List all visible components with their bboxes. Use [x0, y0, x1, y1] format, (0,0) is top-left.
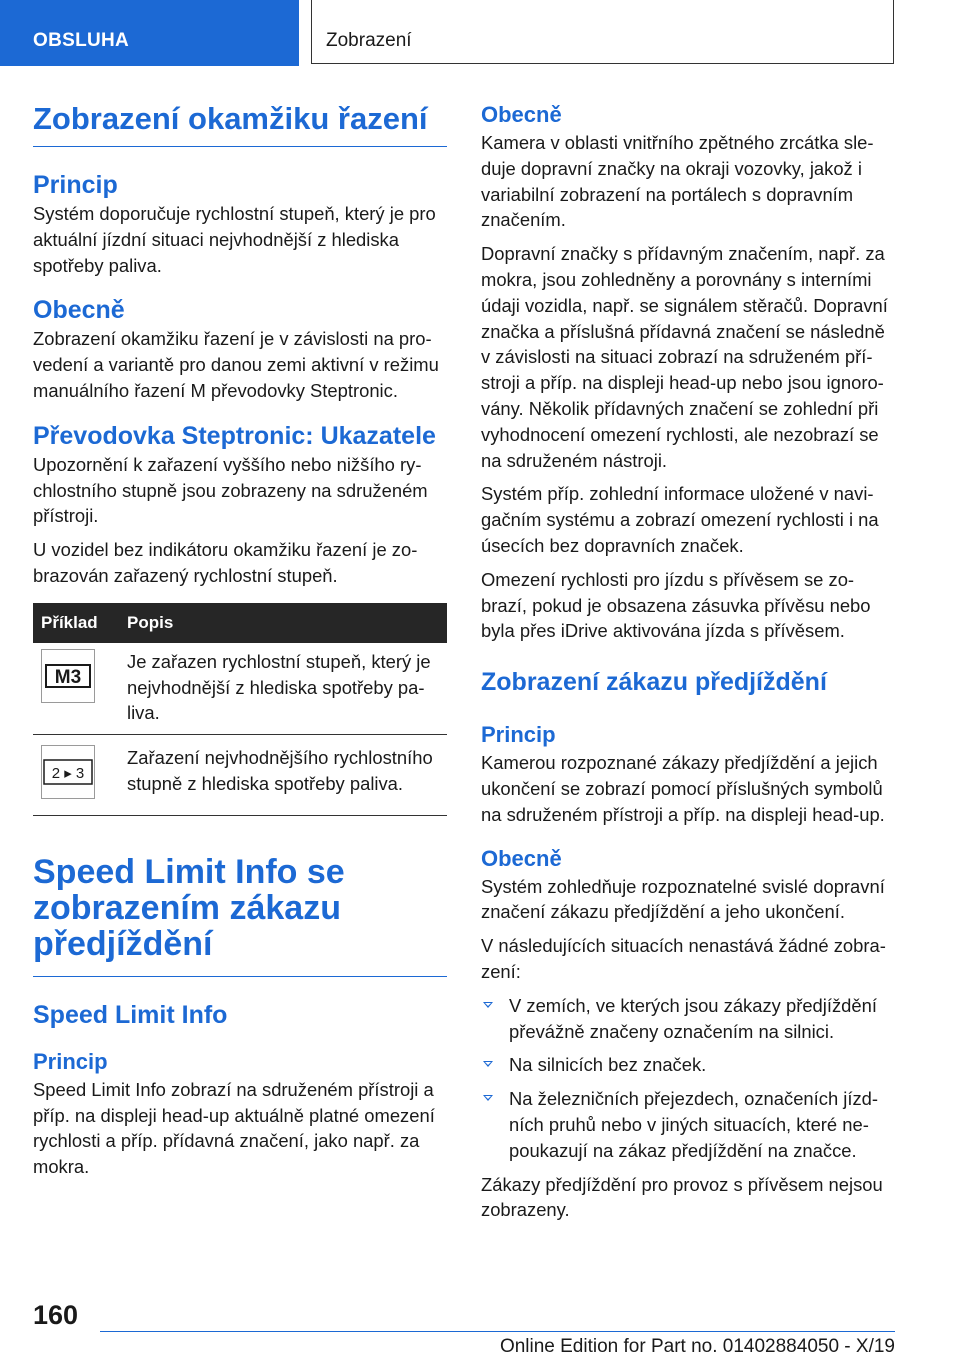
- table-header-description: Popis: [127, 603, 447, 643]
- zakaz-princip-text: Kamerou rozpoznané zákazy předjíždění a jejich ukončení se zobrazí pomocí příslušných symbolů na sdruženém přístroji a příp. na displeji head-up.: [481, 752, 885, 825]
- list-item: Na silnicích bez značek.: [481, 1052, 896, 1078]
- zakaz-obecne-heading: Obecně: [481, 845, 562, 871]
- table-row: [33, 643, 447, 735]
- speed-limit-subtitle: Speed Limit Info: [33, 1000, 228, 1029]
- edition-note: Online Edition for Part no. 01402884050 - X/19: [499, 1336, 895, 1357]
- footer-divider: [100, 1331, 895, 1332]
- list-item: Na železničních přejezdech, označeních jízd-ních pruhů nebo v jiných situacích, které ne-poukazují na zákaz předjíždění na značce.: [481, 1086, 896, 1163]
- princip-text: Systém doporučuje rychlostní stupeň, který je pro aktuální jízdní situaci nejvhodnější z hlediska spotřeby paliva.: [33, 203, 436, 276]
- triangle-bullet-icon: [483, 1061, 493, 1067]
- zakaz-princip-heading: Princip: [481, 722, 556, 748]
- obecne-text: Zobrazení okamžiku řazení je v závislosti na pro-vedení a variantě pro danou zemi aktivní v režimu manuálního řazení M převodovky Steptronic.: [33, 328, 439, 401]
- obecne-paragraph-4: Omezení rychlosti pro jízdu s přívěsem se zo-brazí, pokud je obsazena zásuvka přívěsu nebo byla přes iDrive aktivována jízda s přívěsem.: [481, 568, 871, 642]
- triangle-bullet-icon: [483, 1002, 493, 1008]
- steptronic-text-1: Upozornění k zařazení vyššího nebo nižšího ry-chlostního stupně jsou zobrazeny na sdruženém přístroji.: [33, 453, 428, 527]
- list-item: V zemích, ve kterých jsou zákazy předjíždění převážně značeny označením na silnici.: [481, 993, 896, 1045]
- zakaz-obecne-paragraph-2: V následujících situacích nenastává žádné zobra-zení:: [481, 935, 886, 982]
- gear-m3-label: M3: [54, 666, 82, 688]
- table-cell-text: Je zařazen rychlostní stupeň, který je nejvhodnější z hlediska spotřeby pa-liva.: [127, 650, 431, 724]
- zakaz-obecne-paragraph-1: Systém zohledňuje rozpoznatelné svislé dopravní značení zákazu předjíždění a jeho ukončení.: [481, 875, 885, 923]
- obecne-paragraph-2: Dopravní značky s přídavným značením, např. za mokra, jsou zohledněny a porovnány s interními údaji vozidla, např. se signálem stěračů. Dopravní značka a příslušná přídavná značení se následně v závislosti na situaci zobrazí na sdruženém pří-stroji a příp. na displeji head-up nebo jsou ignoro-vány. Několik přídavných značení se zohlední při vyhodnocení omezení rychlosti, ale nezobrazí se na sdruženém nástroji.: [481, 243, 888, 471]
- steptronic-text-2: U vozidel bez indikátoru okamžiku řazení je zo-brazován zařazený rychlostní stupeň.: [33, 539, 418, 586]
- obecne-paragraph-3: Systém příp. zohlední informace uložené v navi-gačním systému a zobrazí omezení rychlosti i na úsecích bez dopravních značek.: [481, 483, 879, 556]
- section-tab: [0, 0, 299, 66]
- section-label: OBSLUHA: [33, 30, 130, 51]
- obecne-heading-right: Obecně: [481, 102, 562, 127]
- speed-princip-heading: Princip: [33, 1048, 108, 1074]
- gear-m3-icon: [41, 649, 95, 703]
- page-number: 160: [33, 1300, 79, 1330]
- princip-heading: Princip: [33, 171, 118, 199]
- zakaz-obecne-paragraph-3: Zákazy předjíždění pro provoz s přívěsem nejsou zobrazeny.: [481, 1173, 883, 1221]
- table-cell-text: Zařazení nejvhodnějšího rychlostního stupně z hlediska spotřeby paliva.: [127, 747, 433, 794]
- speed-limit-title: Speed Limit Info se zobrazením zákazu předjíždění: [33, 854, 447, 977]
- speed-princip-text: Speed Limit Info zobrazí na sdruženém přístroji a příp. na displeji head-up aktuálně platné omezení rychlosti a příp. přídavná značení, jako např. za mokra.: [33, 1078, 435, 1178]
- left-column: [33, 100, 447, 1180]
- right-column: [481, 100, 896, 1223]
- gear-indicator-table: [33, 603, 447, 816]
- steptronic-heading: Převodovka Steptronic: Ukazatele: [33, 421, 436, 450]
- triangle-bullet-icon: [483, 1095, 493, 1101]
- page-title: Zobrazení okamžiku řazení: [33, 100, 447, 147]
- table-header-example: Příklad: [33, 603, 127, 643]
- gear-2-to-3-icon: [41, 745, 95, 799]
- table-row: [33, 735, 447, 816]
- chapter-tab: [311, 0, 894, 64]
- obecne-heading: Obecně: [33, 296, 125, 325]
- obecne-paragraph-1: Kamera v oblasti vnitřního zpětného zrcátka sle-duje dopravní značky na okraji vozovky, jakož i variabilní zobrazení na portálech s dopravním značením.: [481, 132, 874, 231]
- gear-2-to-3-label: 2 ▸ 3: [51, 765, 85, 783]
- situations-list: [481, 993, 896, 1164]
- zakaz-heading: Zobrazení zákazu předjíždění: [481, 668, 827, 697]
- chapter-label: Zobrazení: [326, 30, 412, 51]
